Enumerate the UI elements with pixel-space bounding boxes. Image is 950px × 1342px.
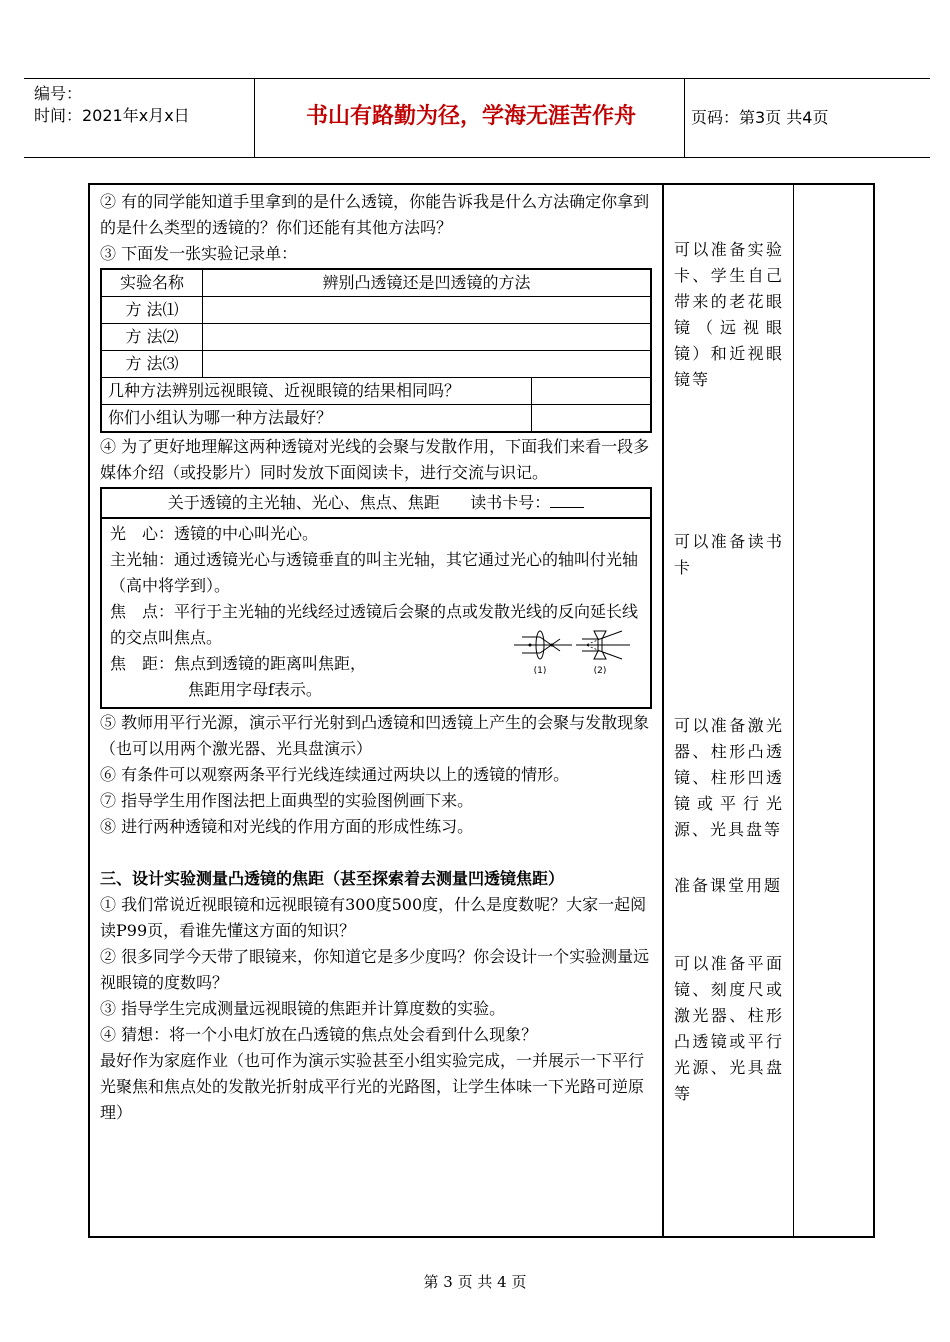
page-footer: 第 3 页 共 4 页 xyxy=(423,1273,527,1291)
teaching-content xyxy=(100,189,653,1126)
header-meta xyxy=(34,83,190,127)
card-number-label: 读书卡号： xyxy=(470,493,551,512)
record-head-value: 辨别凸透镜还是凹透镜的方法 xyxy=(203,269,652,297)
section-heading: 三、设计实验测量凸透镜的焦距（甚至探索着去测量凹透镜焦距） xyxy=(100,869,565,888)
figure-label-2: (2) xyxy=(593,666,607,676)
paragraph: ② 很多同学今天带了眼镜来，你知道它是多少度吗？你会设计一个实验测量远视眼镜的度数吗？ xyxy=(100,947,650,992)
paragraph: 最好作为家庭作业（也可作为演示实验甚至小组实验完成，一并展示一下平行光聚焦和焦点处的发散光折射成平行光的光路图，让学生体味一下光路可逆原理） xyxy=(100,1051,645,1122)
record-empty-cell xyxy=(532,405,652,433)
record-question: 几种方法辨别远视眼镜、近视眼镜的结果相同吗？ xyxy=(101,378,532,405)
header-divider xyxy=(254,79,255,157)
lesson-table xyxy=(88,183,875,1238)
record-method-label: 方 法⑶ xyxy=(101,351,203,378)
card-line: 焦距用字母f表示。 xyxy=(188,680,322,699)
side-note: 可以准备实验卡、学生自己带来的老花眼镜（远视眼镜）和近视眼镜等 xyxy=(674,240,784,389)
experiment-record-table xyxy=(100,268,652,433)
page-header xyxy=(24,78,930,158)
paragraph: ① 我们常说近视眼镜和远视眼镜有300度500度，什么是度数呢？大家一起阅读P99页，看谁先懂这方面的知识？ xyxy=(100,895,647,940)
card-line: 主光轴：通过透镜光心与透镜垂直的叫主光轴，其它通过光心的轴叫付光轴（高中将学到）。 xyxy=(110,550,639,595)
column-divider xyxy=(662,185,664,1236)
reading-card xyxy=(100,487,652,709)
paragraph: ② 有的同学能知道手里拿到的是什么透镜，你能告诉我是什么方法确定你拿到的是什么类型的透镜的？你们还能有其他方法吗？ xyxy=(100,192,650,237)
side-note: 准备课堂用题 xyxy=(674,876,783,895)
reading-card-title: 关于透镜的主光轴、光心、焦点、焦距 读书卡号： xyxy=(102,489,650,519)
header-page-number: 页码：第3页 共4页 xyxy=(691,108,829,127)
record-empty-cell xyxy=(203,351,652,378)
number-label: 编号： xyxy=(34,84,83,103)
paragraph: ④ 猜想：将一个小电灯放在凸透镜的焦点处会看到什么现象？ xyxy=(100,1025,538,1044)
record-head-label: 实验名称 xyxy=(101,269,203,297)
side-note: 可以准备读书卡 xyxy=(674,532,784,577)
side-note: 可以准备激光器、柱形凸透镜、柱形凹透镜或平行光源、光具盘等 xyxy=(674,716,784,839)
reading-card-body xyxy=(102,519,650,707)
card-line: 焦 距：焦点到透镜的距离叫焦距， xyxy=(110,654,367,673)
card-number-blank xyxy=(550,491,584,508)
record-empty-cell xyxy=(203,324,652,351)
paragraph: ⑦ 指导学生用作图法把上面典型的实验图例画下来。 xyxy=(100,791,474,810)
header-divider xyxy=(684,79,685,157)
record-empty-cell xyxy=(532,378,652,405)
time-label: 时间：2021年x月x日 xyxy=(34,106,190,125)
paragraph: ③ 下面发一张实验记录单： xyxy=(100,244,298,263)
paragraph: ③ 指导学生完成测量远视眼镜的焦距并计算度数的实验。 xyxy=(100,999,506,1018)
card-line: 光 心：透镜的中心叫光心。 xyxy=(110,524,319,543)
paragraph: ⑤ 教师用平行光源，演示平行光射到凸透镜和凹透镜上产生的会聚与发散现象（也可以用两个激光器、光具盘演示） xyxy=(100,713,650,758)
record-empty-cell xyxy=(203,297,652,324)
header-motto: 书山有路勤为径，学海无涯苦作舟 xyxy=(305,104,636,129)
record-method-label: 方 法⑴ xyxy=(101,297,203,324)
paragraph: ⑥ 有条件可以观察两条平行光线连续通过两块以上的透镜的情形。 xyxy=(100,765,570,784)
lens-diagram xyxy=(512,627,632,677)
paragraph: ④ 为了更好地理解这两种透镜对光线的会聚与发散作用，下面我们来看一段多媒体介绍（或投影片）同时发放下面阅读卡，进行交流与识记。 xyxy=(100,437,650,482)
record-method-label: 方 法⑵ xyxy=(101,324,203,351)
card-line: 焦 点：平行于主光轴的光线经过透镜后会聚的点或发散光线的反向延长线的交点叫焦点。 xyxy=(110,602,639,647)
column-divider xyxy=(793,185,794,1236)
record-question: 你们小组认为哪一种方法最好？ xyxy=(101,405,532,433)
paragraph: ⑧ 进行两种透镜和对光线的作用方面的形成性练习。 xyxy=(100,817,474,836)
side-note: 可以准备平面镜、刻度尺或激光器、柱形凸透镜或平行光源、光具盘等 xyxy=(674,954,784,1103)
figure-label-1: (1) xyxy=(533,666,547,676)
